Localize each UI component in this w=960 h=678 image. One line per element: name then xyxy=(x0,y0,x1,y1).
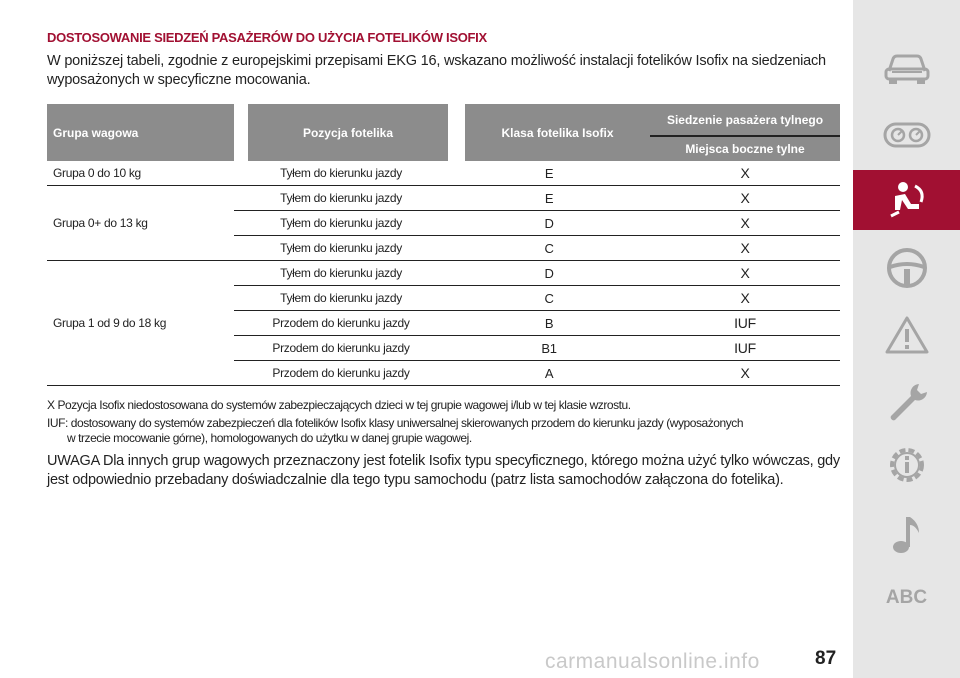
watermark: carmanualsonline.info xyxy=(545,650,760,673)
position-cell: Tyłem do kierunku jazdy xyxy=(234,161,448,186)
iuf-note-line1: IUF: dostosowany do systemów zabezpieczeń dla fotelików Isofix klasy uniwersalnej skierowanych przodem do kierunku jazdy (wyposażonych xyxy=(47,416,744,430)
position-cell: Przodem do kierunku jazdy xyxy=(234,361,448,386)
header-isofix-class: Klasa fotelika Isofix xyxy=(465,104,650,161)
suitability-cell: X xyxy=(650,161,840,186)
info-gear-icon xyxy=(885,443,929,487)
class-cell: D xyxy=(448,211,650,236)
abc-icon: ABC xyxy=(885,587,928,608)
class-cell: E xyxy=(448,161,650,186)
nav-technical-data[interactable] xyxy=(853,435,960,495)
table-body xyxy=(47,161,840,386)
header-rear-side-seats: Miejsca boczne tylne xyxy=(650,136,840,161)
nav-emergency[interactable] xyxy=(853,305,960,365)
suitability-cell: X xyxy=(650,236,840,261)
wrench-icon xyxy=(885,380,929,424)
position-cell: Tyłem do kierunku jazdy xyxy=(234,211,448,236)
class-cell: C xyxy=(448,286,650,311)
suitability-cell: X xyxy=(650,361,840,386)
page-number: 87 xyxy=(815,648,837,669)
nav-maintenance[interactable] xyxy=(853,372,960,432)
suitability-cell: X xyxy=(650,186,840,211)
nav-multimedia[interactable] xyxy=(853,505,960,565)
dashboard-icon xyxy=(883,122,931,148)
position-cell: Tyłem do kierunku jazdy xyxy=(234,286,448,311)
class-cell: A xyxy=(448,361,650,386)
header-rear-seat: Siedzenie pasażera tylnego xyxy=(650,104,840,136)
table-row xyxy=(47,161,840,186)
chapter-sidebar xyxy=(853,0,960,678)
weight-group-cell: Grupa 0 do 10 kg xyxy=(47,161,234,186)
position-cell: Tyłem do kierunku jazdy xyxy=(234,236,448,261)
class-cell: D xyxy=(448,261,650,286)
iuf-note xyxy=(47,416,837,446)
class-cell: E xyxy=(448,186,650,211)
header-weight-group: Grupa wagowa xyxy=(47,104,234,161)
table-row xyxy=(47,186,840,211)
nav-safety[interactable] xyxy=(853,170,960,230)
music-note-icon xyxy=(889,513,925,557)
nav-steering[interactable] xyxy=(853,238,960,298)
table-row xyxy=(47,261,840,286)
suitability-cell: X xyxy=(650,261,840,286)
position-cell: Przodem do kierunku jazdy xyxy=(234,336,448,361)
warning-paragraph: UWAGA Dla innych grup wagowych przeznaczony jest fotelik Isofix typu specyficznego, którego można użyć tylko wówczas, gdy jest odpowiednio przebadany doświadczalnie dla tego typu samochodu (patrz lista samochodów załączona do fotelika). xyxy=(47,453,840,488)
class-cell: C xyxy=(448,236,650,261)
seat-safety-icon xyxy=(885,178,929,222)
position-cell: Tyłem do kierunku jazdy xyxy=(234,261,448,286)
header-seat-position: Pozycja fotelika xyxy=(248,104,448,161)
section-title: DOSTOSOWANIE SIEDZEŃ PASAŻERÓW DO UŻYCIA FOTELIKÓW ISOFIX xyxy=(47,30,487,45)
class-cell: B1 xyxy=(448,336,650,361)
table-notes xyxy=(47,398,837,449)
class-cell: B xyxy=(448,311,650,336)
steering-wheel-icon xyxy=(886,247,928,289)
suitability-cell: IUF xyxy=(650,311,840,336)
suitability-cell: IUF xyxy=(650,336,840,361)
suitability-cell: X xyxy=(650,286,840,311)
nav-car[interactable] xyxy=(853,38,960,98)
isofix-table xyxy=(47,104,840,386)
nav-index[interactable] xyxy=(853,568,960,628)
warning-triangle-icon xyxy=(885,315,929,355)
intro-paragraph: W poniższej tabeli, zgodnie z europejskimi przepisami EKG 16, wskazano możliwość instalacji fotelików Isofix na siedzeniach wyposażonych w specyficzne mocowania. xyxy=(47,53,826,88)
x-note: X Pozycja Isofix niedostosowana do systemów zabezpieczających dzieci w tej grupie wagowej i/lub w tej klasie wzrostu. xyxy=(47,398,631,412)
position-cell: Przodem do kierunku jazdy xyxy=(234,311,448,336)
nav-dashboard[interactable] xyxy=(853,105,960,165)
weight-group-cell: Grupa 0+ do 13 kg xyxy=(47,186,234,261)
weight-group-cell: Grupa 1 od 9 do 18 kg xyxy=(47,261,234,386)
iuf-note-line2: w trzecie mocowanie górne), homologowanych do użytku w danej grupie wagowej. xyxy=(67,431,472,445)
suitability-cell: X xyxy=(650,211,840,236)
position-cell: Tyłem do kierunku jazdy xyxy=(234,186,448,211)
car-icon xyxy=(883,51,931,85)
